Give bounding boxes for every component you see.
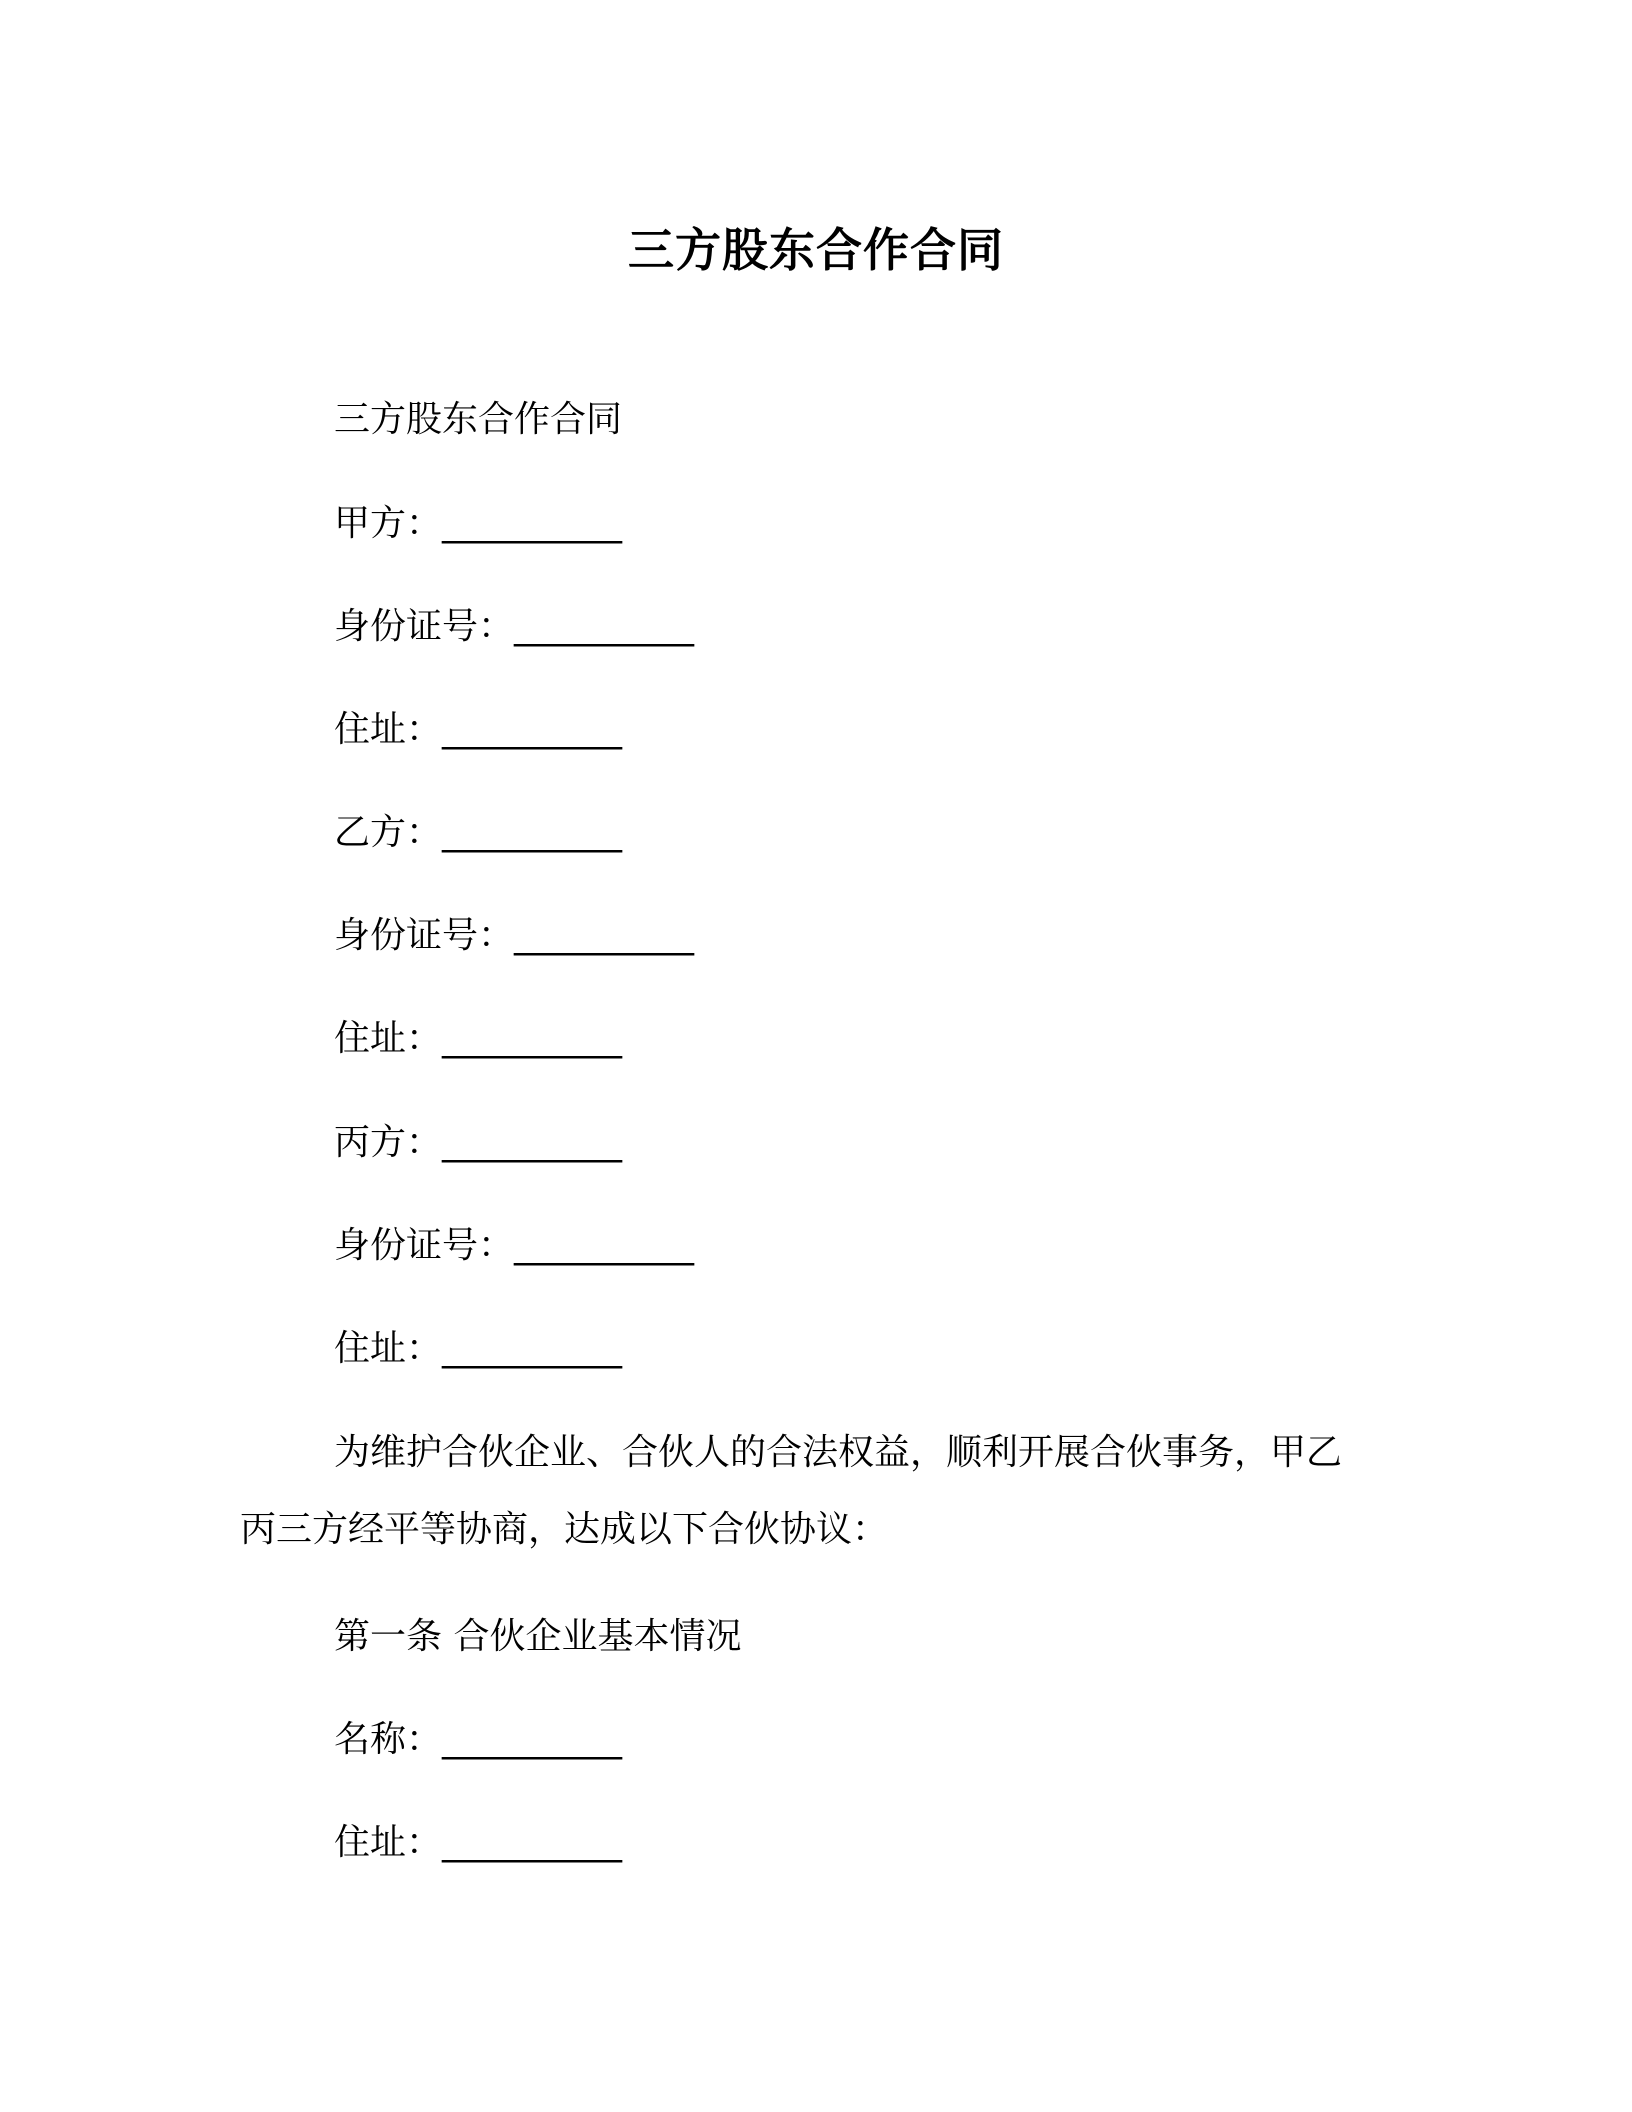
contract-heading: 三方股东合作合同 <box>334 399 623 440</box>
party-c-address-field: 住址：__________ <box>334 1328 623 1369</box>
document-title: 三方股东合作合同 <box>628 223 1004 277</box>
party-b-address-field: 住址：__________ <box>334 1018 623 1059</box>
article-1-heading: 第一条 合伙企业基本情况 <box>334 1616 742 1657</box>
party-b-name-field: 乙方：__________ <box>334 812 623 853</box>
preamble-line-1: 为维护合伙企业、合伙人的合法权益，顺利开展合伙事务，甲乙 <box>334 1432 1343 1473</box>
party-a-name-field: 甲方：__________ <box>334 503 623 544</box>
enterprise-name-field: 名称：__________ <box>334 1719 623 1760</box>
party-b-id-field: 身份证号：__________ <box>334 915 695 956</box>
enterprise-address-field: 住址：__________ <box>334 1822 623 1863</box>
preamble-line-2: 丙三方经平等协商，达成以下合伙协议： <box>240 1509 889 1550</box>
party-c-name-field: 丙方：__________ <box>334 1122 623 1163</box>
party-c-id-field: 身份证号：__________ <box>334 1225 695 1266</box>
preamble-paragraph <box>240 1430 1390 1553</box>
party-a-id-field: 身份证号：__________ <box>334 606 695 647</box>
party-a-address-field: 住址：__________ <box>334 709 623 750</box>
